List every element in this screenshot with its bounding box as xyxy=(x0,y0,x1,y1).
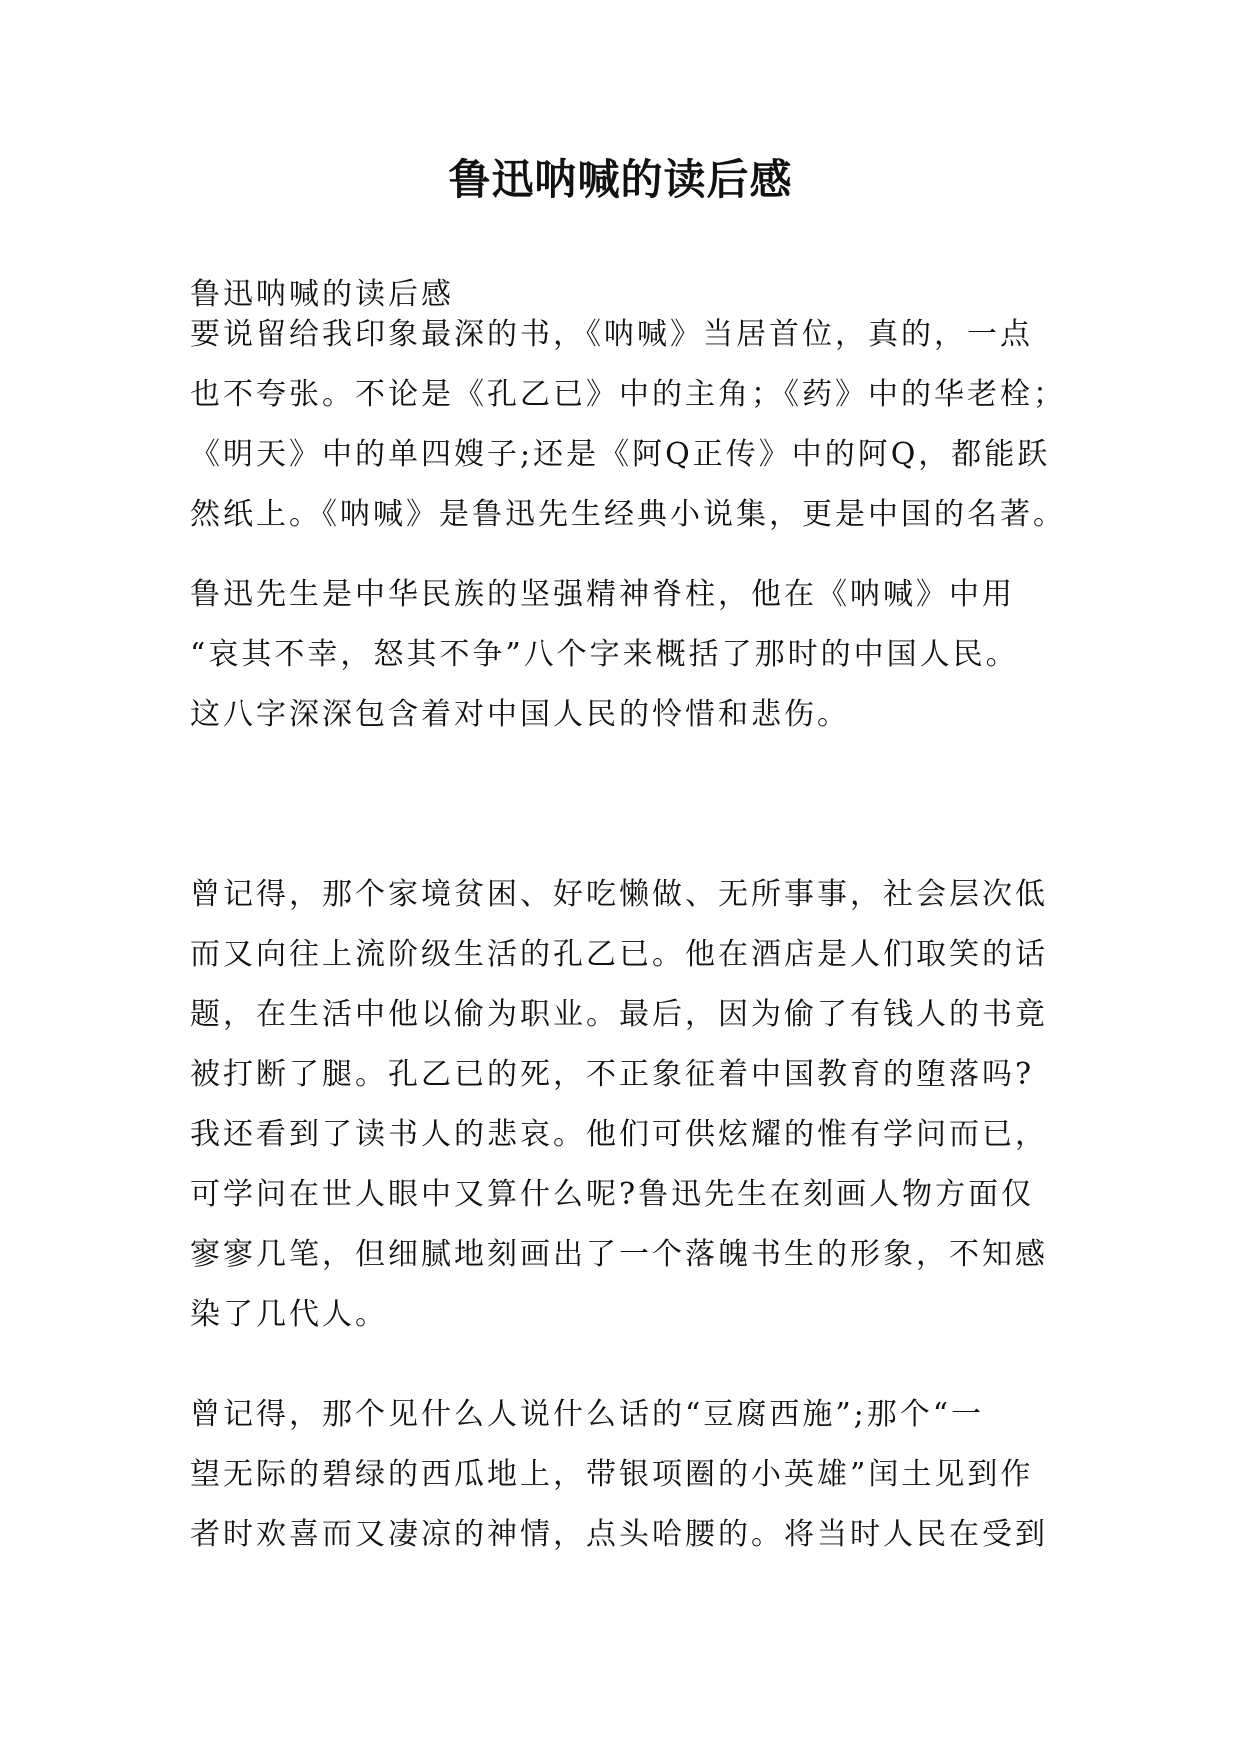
paragraph-line: 然纸上。《呐喊》是鲁迅先生经典小说集，更是中国的名著。 xyxy=(190,497,1066,532)
paragraph-line: 这八字深深包含着对中国人民的怜惜和悲伤。 xyxy=(190,697,850,732)
paragraph-line: 者时欢喜而又凄凉的神情，点头哈腰的。将当时人民在受到 xyxy=(190,1517,1048,1552)
paragraph-line: 也不夸张。不论是《孔乙已》中的主角；《药》中的华老栓； xyxy=(190,377,1066,412)
paragraph-line: 曾记得，那个家境贫困、好吃懒做、无所事事，社会层次低 xyxy=(190,877,1048,912)
paragraph-line: 可学问在世人眼中又算什么呢?鲁迅先生在刻画人物方面仅 xyxy=(190,1177,1035,1212)
paragraph-line: 我还看到了读书人的悲哀。他们可供炫耀的惟有学问而已， xyxy=(190,1117,1048,1152)
paragraph-line: 染了几代人。 xyxy=(190,1297,388,1332)
document-subtitle: 鲁迅呐喊的读后感 xyxy=(190,277,454,312)
paragraph-3 xyxy=(190,865,1070,1345)
paragraph-line: 鲁迅先生是中华民族的坚强精神脊柱，他在《呐喊》中用 xyxy=(190,577,1015,612)
paragraph-line: 被打断了腿。孔乙已的死，不正象征着中国教育的堕落吗? xyxy=(190,1057,1035,1092)
paragraph-line: 望无际的碧绿的西瓜地上，带银项圈的小英雄”闰土见到作 xyxy=(190,1457,1034,1492)
paragraph-line: 曾记得，那个见什么人说什么话的“豆腐西施”;那个“一 xyxy=(190,1397,985,1432)
paragraph-line: 《明天》中的单四嫂子;还是《阿Q正传》中的阿Q，都能跃 xyxy=(190,437,1051,472)
paragraph-4 xyxy=(190,1385,1070,1565)
paragraph-2 xyxy=(190,565,1070,745)
paragraph-line: 题，在生活中他以偷为职业。最后，因为偷了有钱人的书竟 xyxy=(190,997,1048,1032)
paragraph-line: 而又向往上流阶级生活的孔乙已。他在酒店是人们取笑的话 xyxy=(190,937,1048,972)
document-title: 鲁迅呐喊的读后感 xyxy=(448,155,793,204)
paragraph-line: 寥寥几笔，但细腻地刻画出了一个落魄书生的形象，不知感 xyxy=(190,1237,1048,1272)
paragraph-1 xyxy=(190,305,1070,545)
paragraph-line: 要说留给我印象最深的书，《呐喊》当居首位，真的，一点 xyxy=(190,317,1033,352)
paragraph-line: “哀其不幸，怒其不争”八个字来概括了那时的中国人民。 xyxy=(190,637,1019,672)
